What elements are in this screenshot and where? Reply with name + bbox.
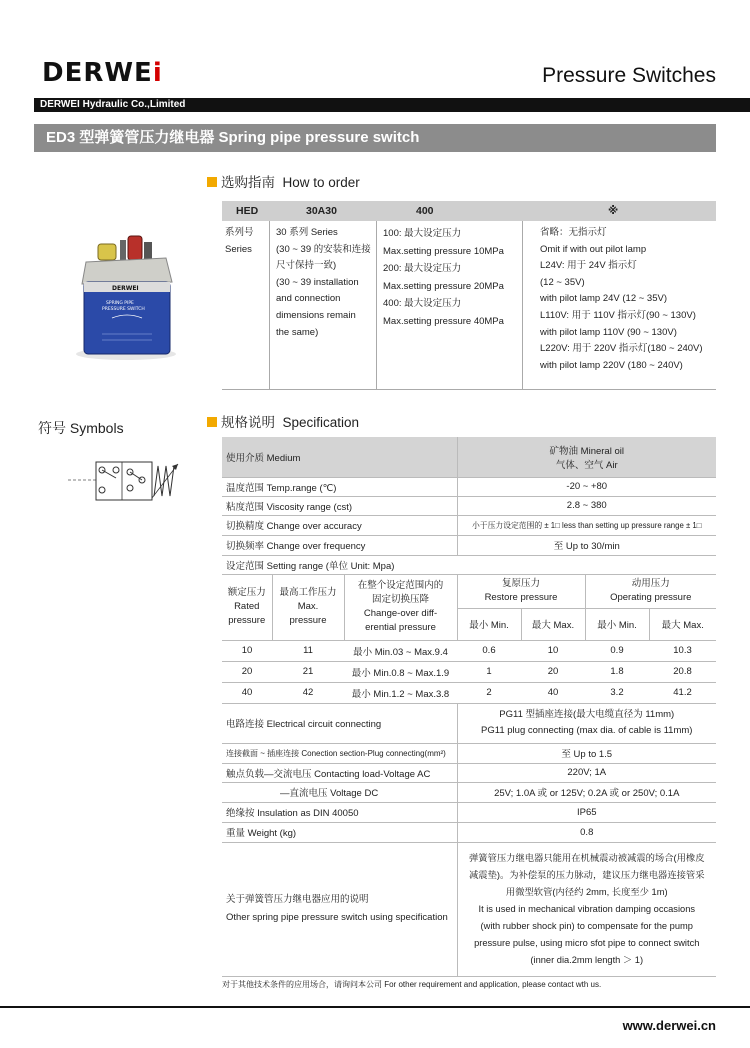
spec-row-weight: 重量 Weight (kg) 0.8 <box>222 822 716 842</box>
bullet-square-icon <box>207 417 217 427</box>
order-series-cell: 系列号 Series <box>225 227 254 255</box>
symbols-label: 符号 Symbols <box>38 420 124 436</box>
spec-row-viscosity: 粘度范围 Viscosity range (cst) 2.8 ~ 380 <box>222 496 716 515</box>
order-heading: 选购指南 How to order <box>207 171 360 191</box>
order-option-cell: 省略：无指示灯 Omit if with out pilot lamp L24V: 用于 24V 指示灯 (12 ~ 35V) with pilot lamp 24V (12 ~ 35V) L110V: 用于 110V 指示灯(90 ~ 130V) with pilot lamp 110V (90 ~ 130V) L220V: 用于 220V 指示灯(180 ~ 240V) with pilot lamp 220V (180 ~ 240V) <box>540 227 703 371</box>
spec-row-other: 关于弹簧管压力继电器应用的说明 Other spring pipe pressure switch using specification 弹簧管压力继电器只能用在机械震动被减震的场合(用橡皮 减震垫)。为补偿泵的压力脉动，建议压力继电器连接管采 用微型软管(内径约 2mm, 长度至少 1m) It is used in mechanical vibration damping occasions (with rubber shock pin) to compensate for the pump pressure pulse, using micro sfot pipe to connect switch (inner dia.2mm length ＞ 1) <box>222 842 716 976</box>
order-col-model: 30A30 <box>306 205 337 217</box>
bullet-square-icon <box>207 177 217 187</box>
spec-row-ac: 触点负载—交流电压 Contacting load-Voltage AC 220V; 1A <box>222 763 716 782</box>
spec-row-accuracy: 切换精度 Change over accuracy 小于压力设定范围的 ± 1□ less than setting up pressure range ± 1□ <box>222 515 716 535</box>
spec-row-insulation: 绝缘按 Insulation as DIN 40050 IP65 <box>222 802 716 822</box>
spec-pressure-row: 20 21 最小 Min.0.8 ~ Max.1.9 1 20 1.8 20.8 <box>222 661 716 682</box>
spec-minmax-row: 最小 Min. 最大 Max. 最小 Min. 最大 Max. <box>222 608 716 640</box>
product-label-1: SPRING PIPE <box>106 301 134 306</box>
spec-row-dc: —直流电压 Voltage DC 25V; 1.0A 或 or 125V; 0.2A 或 or 250V; 0.1A <box>222 782 716 802</box>
website-link[interactable]: www.derwei.cn <box>622 1018 716 1033</box>
spec-row-section: 连接截面 ~ 插座连接 Conection section-Plug connecting(mm²) 至 Up to 1.5 <box>222 743 716 763</box>
spec-heading: 规格说明 Specification <box>207 411 359 431</box>
spec-row-electrical: 电路连接 Electrical circuit connecting PG11 型插座连接(最大电缆直径为 11mm) PG11 plug connecting (max dia. of cable is 11mm) <box>222 703 716 743</box>
section-title: ED3 型弹簧管压力继电器 Spring pipe pressure switch <box>34 124 716 152</box>
company-bar: DERWEI Hydraulic Co.,Limited <box>34 98 750 112</box>
product-image <box>72 226 180 362</box>
brand-logo: DERWEi <box>42 58 163 88</box>
page-title: Pressure Switches <box>542 64 716 87</box>
order-pressure-cell: 100: 最大设定压力 Max.setting pressure 10MPa 200: 最大设定压力 Max.setting pressure 20MPa 400: 最大设定压力 Max.setting pressure 40MPa <box>383 228 504 327</box>
footer-divider <box>0 1006 750 1008</box>
spec-pressure-row: 10 11 最小 Min.03 ~ Max.9.4 0.6 10 0.9 10.3 <box>222 640 716 661</box>
order-model-cell: 30 系列 Series (30 ~ 39 的安装和连接 尺寸保持一致) (30 ~ 39 installation and connection dimensions remain the same) <box>276 227 371 338</box>
spec-row-temp: 温度范围 Temp.range (℃) -20 ~ +80 <box>222 477 716 496</box>
footnote: 对于其他技术条件的应用场合，请询问本公司 For other requirement and application, please contact wth us. <box>222 980 602 989</box>
spec-table <box>222 437 716 977</box>
order-col-option: ※ <box>608 205 619 217</box>
spec-pressure-row: 40 42 最小 Min.1.2 ~ Max.3.8 2 40 3.2 41.2 <box>222 682 716 703</box>
spec-row-setting: 设定范围 Setting range (单位 Unit: Mpa) <box>222 555 716 574</box>
product-label-2: PRESSURE SWITCH <box>102 307 145 312</box>
product-brand: DERWEI <box>112 285 139 292</box>
order-table-header <box>222 201 716 221</box>
spec-row-medium: 使用介质 Medium 矿物油 Mineral oil 气体、空气 Air <box>222 437 716 477</box>
switch-symbol-icon <box>68 458 180 504</box>
spec-header-row: 额定压力 Rated pressure 最高工作压力 Max. pressure 在整个设定范围内的 固定切换压降 Change-over diff- erential pressure 复原压力 Restore pressure 动用压力 Operating pressure <box>222 574 716 608</box>
spec-row-frequency: 切换频率 Change over frequency 至 Up to 30/min <box>222 535 716 555</box>
order-col-series: HED <box>236 205 259 217</box>
order-col-pressure: 400 <box>416 205 434 217</box>
